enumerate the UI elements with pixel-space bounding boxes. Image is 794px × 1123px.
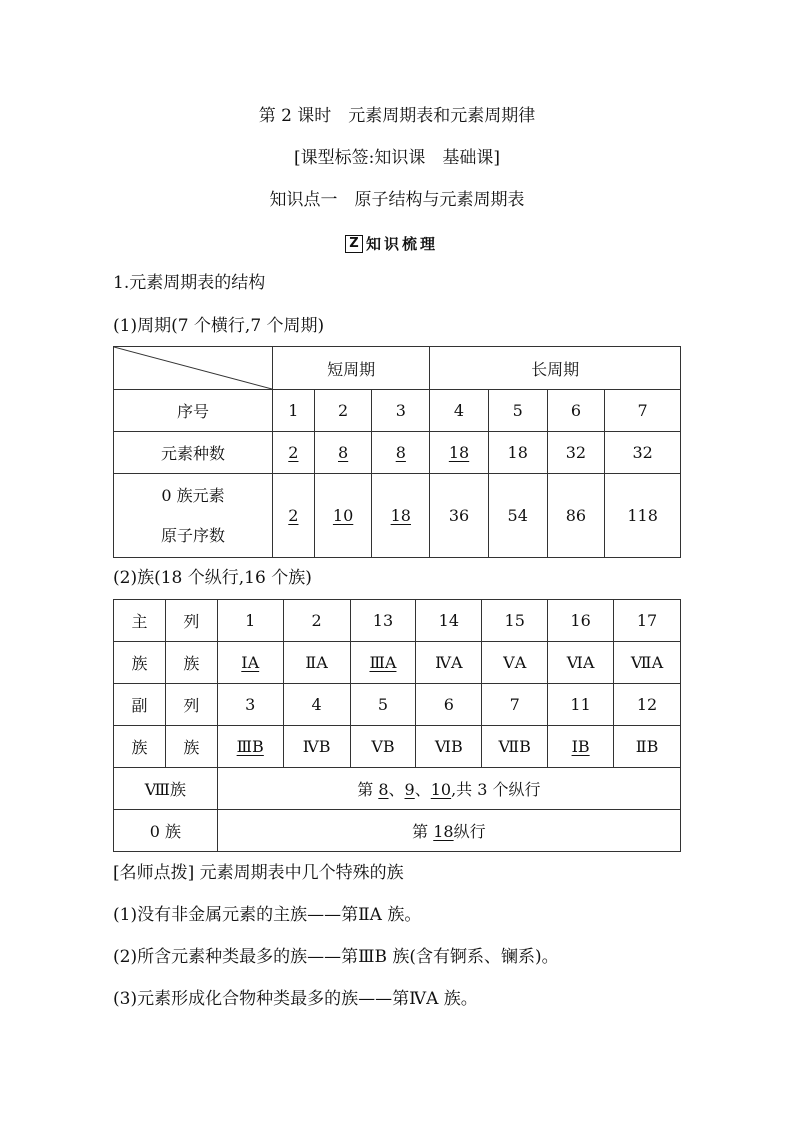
- group-zero-label: 0 族: [114, 810, 218, 852]
- zero-prefix: 第: [412, 822, 434, 841]
- viii-col-8: 8: [378, 780, 389, 799]
- main-group-answer: ⅠA: [241, 653, 260, 672]
- row-label-count: 元素种数: [114, 432, 273, 474]
- main-column-cell: 16: [548, 600, 614, 642]
- zero-number-answer: 18: [390, 506, 411, 525]
- element-count-cell: [430, 432, 489, 474]
- groups-heading: (2)族(18 个纵行,16 个族): [113, 568, 312, 588]
- sub-group-cell: [217, 726, 283, 768]
- group-zero-desc: [217, 810, 680, 852]
- diagonal-line: [114, 347, 272, 389]
- sub-group-cell: ⅥB: [416, 726, 482, 768]
- zero-label-line1: 0 族元素: [161, 485, 225, 505]
- main-group-cell: ⅥA: [548, 642, 614, 684]
- lesson-title: 第 2 课时 元素周期表和元素周期律: [258, 106, 536, 126]
- main-group-cell: [217, 642, 283, 684]
- main-column-cell: 2: [283, 600, 350, 642]
- viii-col-9: 9: [404, 780, 415, 799]
- main-group-cell: ⅣA: [416, 642, 482, 684]
- tip-item: (1)没有非金属元素的主族——第ⅡA 族。: [113, 905, 422, 925]
- sub-column-cell: 6: [416, 684, 482, 726]
- column-label: 列: [165, 684, 217, 726]
- group-label: 族: [165, 726, 217, 768]
- element-count-cell: 32: [547, 432, 605, 474]
- main-column-cell: 13: [350, 600, 416, 642]
- element-count-answer: 8: [395, 443, 406, 462]
- zero-suffix: 纵行: [453, 822, 486, 841]
- element-count-answer: 18: [448, 443, 470, 462]
- main-group-char: 族: [114, 642, 166, 684]
- element-count-cell: [372, 432, 430, 474]
- sub-column-cell: 5: [350, 684, 416, 726]
- viii-suffix: ,共 3 个纵行: [451, 780, 541, 799]
- sub-column-cell: 11: [548, 684, 614, 726]
- section-heading: 知识点一 原子结构与元素周期表: [269, 190, 525, 210]
- period-table: [113, 346, 681, 558]
- period-index-cell: 4: [430, 390, 489, 432]
- structure-heading: 1.元素周期表的结构: [113, 273, 266, 293]
- zero-label-line2: 原子序数: [160, 525, 225, 545]
- element-count-cell: 32: [605, 432, 681, 474]
- sub-group-char: 副: [114, 684, 166, 726]
- zero-number-cell: [372, 474, 430, 558]
- period-index-cell: 2: [314, 390, 372, 432]
- badge-text: 知识梳理: [366, 235, 439, 253]
- sub-group-char: 族: [114, 726, 166, 768]
- tip-heading: [名师点拨] 元素周期表中几个特殊的族: [113, 863, 404, 883]
- viii-sep: 、: [388, 780, 405, 799]
- z-badge-icon: Z: [345, 235, 363, 253]
- row-label-index: 序号: [114, 390, 273, 432]
- element-count-answer: 2: [288, 443, 299, 462]
- main-column-cell: 14: [416, 600, 482, 642]
- zero-number-cell: [314, 474, 372, 558]
- sub-column-cell: 7: [482, 684, 548, 726]
- zero-number-answer: 2: [288, 506, 299, 525]
- main-column-cell: 17: [614, 600, 681, 642]
- main-column-cell: 15: [482, 600, 548, 642]
- element-count-cell: [314, 432, 372, 474]
- sub-group-cell: [548, 726, 614, 768]
- zero-number-cell: 54: [488, 474, 547, 558]
- group-label: 族: [165, 642, 217, 684]
- group-table: [113, 599, 681, 852]
- main-group-answer: ⅢA: [369, 653, 397, 672]
- period-index-cell: 3: [372, 390, 430, 432]
- viii-prefix: 第: [357, 780, 379, 799]
- periods-heading: (1)周期(7 个横行,7 个周期): [113, 316, 325, 336]
- lesson-tags: [课型标签:知识课 基础课]: [294, 148, 500, 168]
- main-group-cell: [350, 642, 416, 684]
- sub-group-cell: ⅦB: [482, 726, 548, 768]
- row-label-zero-group: [114, 474, 273, 558]
- period-index-cell: 6: [547, 390, 605, 432]
- period-index-cell: 1: [273, 390, 315, 432]
- column-label: 列: [165, 600, 217, 642]
- sub-column-cell: 4: [283, 684, 350, 726]
- zero-number-cell: 36: [430, 474, 489, 558]
- knowledge-badge: [345, 233, 438, 254]
- zero-number-cell: 118: [605, 474, 681, 558]
- main-group-cell: ⅦA: [614, 642, 681, 684]
- sub-group-cell: ⅡB: [614, 726, 681, 768]
- sub-column-cell: 3: [217, 684, 283, 726]
- main-group-char: 主: [114, 600, 166, 642]
- group-viii-label: Ⅷ族: [114, 768, 218, 810]
- sub-group-cell: ⅣB: [283, 726, 350, 768]
- zero-number-cell: [273, 474, 315, 558]
- sub-column-cell: 12: [614, 684, 681, 726]
- main-column-cell: 1: [217, 600, 283, 642]
- element-count-cell: 18: [488, 432, 547, 474]
- long-period-header: 长周期: [430, 347, 681, 390]
- viii-sep: 、: [414, 780, 431, 799]
- main-group-cell: ⅤA: [482, 642, 548, 684]
- element-count-cell: [273, 432, 315, 474]
- period-index-cell: 5: [488, 390, 547, 432]
- zero-number-answer: 10: [332, 506, 354, 525]
- element-count-answer: 8: [338, 443, 349, 462]
- main-group-cell: ⅡA: [283, 642, 350, 684]
- zero-number-cell: 86: [547, 474, 605, 558]
- zero-col-18: 18: [433, 822, 454, 841]
- tip-item: (3)元素形成化合物种类最多的族——第ⅣA 族。: [113, 989, 478, 1009]
- diagonal-header-cell: [114, 347, 273, 390]
- period-index-cell: 7: [605, 390, 681, 432]
- sub-group-cell: ⅤB: [350, 726, 416, 768]
- sub-group-answer: ⅢB: [236, 737, 264, 756]
- viii-col-10: 10: [430, 780, 452, 799]
- short-period-header: 短周期: [273, 347, 430, 390]
- sub-group-answer: ⅠB: [571, 737, 590, 756]
- tip-item: (2)所含元素种类最多的族——第ⅢB 族(含有锕系、镧系)。: [113, 947, 559, 967]
- group-viii-desc: [217, 768, 680, 810]
